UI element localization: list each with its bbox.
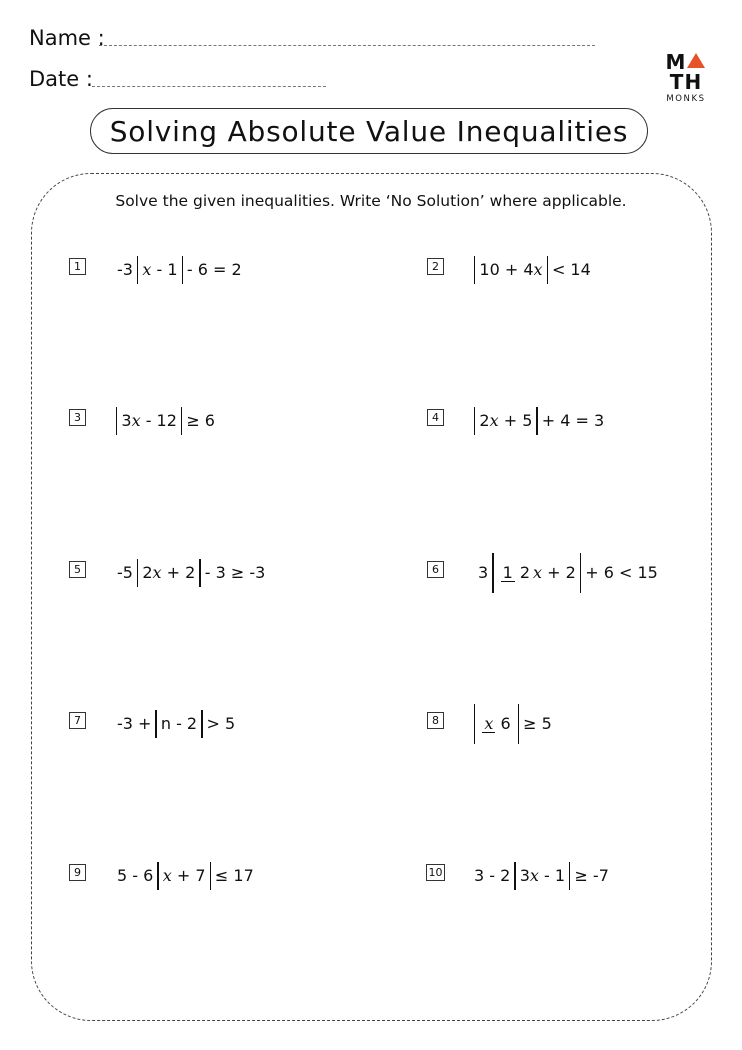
abs-rest: + 7	[171, 866, 206, 885]
abs-bar-left	[474, 704, 475, 744]
problem-number: 6	[427, 561, 444, 578]
fraction	[482, 715, 510, 733]
abs-const: 3	[121, 411, 132, 430]
problem-4	[470, 407, 604, 435]
worksheet-title: Solving Absolute Value Inequalities	[90, 108, 648, 154]
abs-bar-right	[181, 407, 182, 435]
problem-prefix: -3 +	[117, 714, 152, 733]
variable: x	[152, 563, 162, 582]
abs-rest: - 1	[151, 260, 178, 279]
math-monks-logo	[657, 52, 715, 104]
problems-frame	[31, 173, 712, 1021]
variable: x	[142, 260, 152, 279]
name-field[interactable]	[99, 45, 595, 46]
problem-suffix: - 3 ≥ -3	[204, 563, 266, 582]
problem-9	[117, 862, 254, 890]
date-field[interactable]	[92, 86, 326, 87]
problem-suffix: + 4 = 3	[541, 411, 605, 430]
problem-prefix: -3	[117, 260, 133, 279]
problem-prefix: 3	[478, 563, 489, 582]
problem-number: 1	[69, 258, 86, 275]
variable: x	[533, 563, 543, 582]
abs-rest: + 2	[161, 563, 196, 582]
abs-rest: + 2	[542, 563, 576, 582]
variable: x	[131, 411, 141, 430]
problem-number: 8	[427, 712, 444, 729]
logo-m: M	[665, 50, 687, 74]
problem-number: 5	[69, 561, 86, 578]
abs-bar-left	[474, 407, 475, 435]
abs-bar-right	[536, 407, 537, 435]
abs-bar-right	[182, 256, 183, 284]
abs-bar-left	[474, 256, 475, 284]
problem-suffix: ≤ 17	[214, 866, 254, 885]
problem-number: 7	[69, 712, 86, 729]
logo-subtitle: MONKS	[666, 94, 706, 104]
abs-bar-left	[116, 407, 117, 435]
variable: x	[529, 866, 539, 885]
problem-8	[470, 704, 552, 744]
problem-7	[117, 710, 235, 738]
problem-2	[470, 256, 591, 284]
problem-prefix: 5 - 6	[117, 866, 154, 885]
problem-10	[474, 862, 609, 890]
problem-suffix: < 14	[551, 260, 591, 279]
problem-number: 2	[427, 258, 444, 275]
abs-bar-left	[492, 553, 493, 593]
abs-bar-right	[569, 862, 570, 890]
abs-const: 2	[142, 563, 153, 582]
abs-const: n - 2	[160, 714, 198, 733]
problem-suffix: ≥ 5	[523, 714, 552, 733]
problem-suffix: + 6 < 15	[585, 563, 658, 582]
fraction	[501, 564, 530, 582]
abs-bar-left	[157, 862, 158, 890]
date-label: Date :	[29, 67, 93, 91]
fraction-denominator: 6	[500, 714, 511, 733]
fraction-numerator: x	[484, 714, 494, 733]
problem-1	[117, 256, 242, 284]
abs-const: 2	[479, 411, 490, 430]
problem-suffix: - 6 = 2	[186, 260, 242, 279]
problem-prefix: -5	[117, 563, 133, 582]
abs-const: 3	[519, 866, 530, 885]
abs-bar-right	[201, 710, 202, 738]
name-label: Name :	[29, 26, 105, 50]
abs-bar-right	[518, 704, 519, 744]
variable: x	[533, 260, 543, 279]
abs-rest: + 5	[498, 411, 533, 430]
logo-triangle-icon	[687, 53, 705, 68]
abs-bar-right	[199, 559, 200, 587]
problem-suffix: ≥ 6	[186, 411, 215, 430]
abs-bar-right	[547, 256, 548, 284]
abs-rest: - 1	[538, 866, 566, 885]
problem-prefix: 3 - 2	[474, 866, 511, 885]
problem-suffix: ≥ -7	[574, 866, 609, 885]
abs-bar-left	[137, 559, 138, 587]
abs-bar-left	[137, 256, 138, 284]
abs-bar-right	[580, 553, 581, 593]
problem-number: 3	[69, 409, 86, 426]
variable: x	[162, 866, 172, 885]
variable: x	[489, 411, 499, 430]
fraction-numerator: 1	[502, 563, 513, 582]
problem-5	[117, 559, 265, 587]
abs-bar-right	[210, 862, 211, 890]
problem-3	[112, 407, 215, 435]
abs-bar-left	[155, 710, 156, 738]
fraction-denominator: 2	[519, 563, 531, 582]
instructions: Solve the given inequalities. Write ‘No Solution’ where applicable.	[115, 192, 627, 210]
abs-rest: - 12	[140, 411, 177, 430]
abs-const: 10 + 4	[479, 260, 534, 279]
logo-th: TH	[669, 70, 703, 94]
abs-bar-left	[514, 862, 515, 890]
problem-6	[478, 553, 658, 593]
problem-number: 9	[69, 864, 86, 881]
problem-suffix: > 5	[206, 714, 236, 733]
problem-number: 4	[427, 409, 444, 426]
problem-number: 10	[426, 864, 445, 881]
